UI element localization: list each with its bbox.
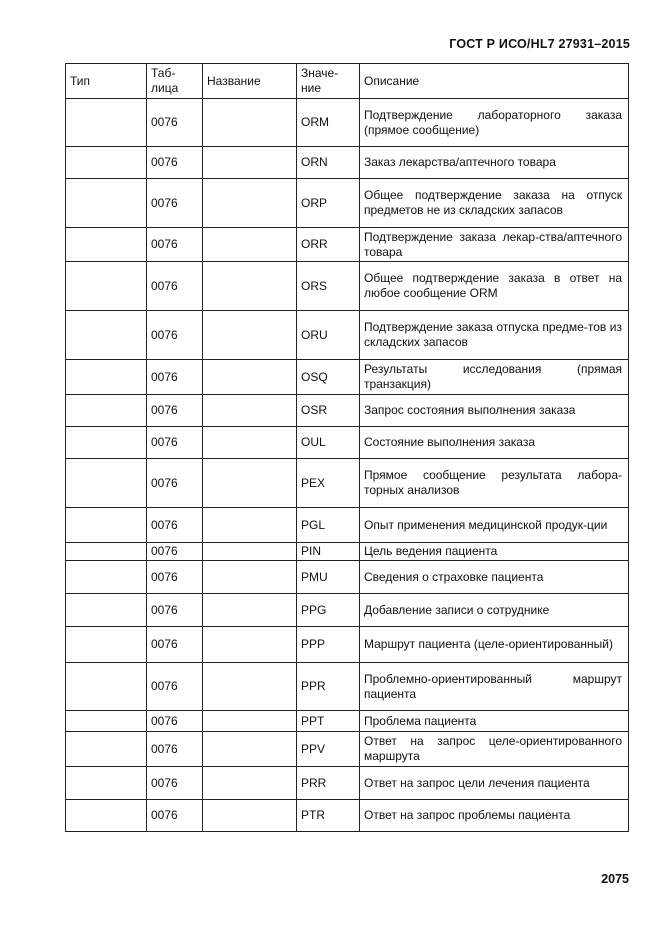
cell-description: Цель ведения пациента xyxy=(360,543,629,561)
cell-description: Общее подтверждение заказа в ответ на любое сообщение ORM xyxy=(360,262,629,311)
cell-table: 0076 xyxy=(147,360,203,395)
cell-description: Прямое сообщение результата лабора-торных анализов xyxy=(360,459,629,508)
cell-value: PPG xyxy=(297,594,360,627)
table-row xyxy=(66,711,629,732)
cell-description: Проблема пациента xyxy=(360,711,629,732)
cell-name xyxy=(203,311,297,360)
cell-type xyxy=(66,360,147,395)
cell-table: 0076 xyxy=(147,732,203,767)
cell-table: 0076 xyxy=(147,800,203,832)
cell-value: ORS xyxy=(297,262,360,311)
cell-description: Сведения о страховке пациента xyxy=(360,561,629,594)
cell-table: 0076 xyxy=(147,561,203,594)
table-row xyxy=(66,395,629,427)
cell-table: 0076 xyxy=(147,427,203,459)
cell-value: OUL xyxy=(297,427,360,459)
cell-table: 0076 xyxy=(147,767,203,800)
cell-table: 0076 xyxy=(147,147,203,179)
table-row xyxy=(66,627,629,663)
cell-type xyxy=(66,99,147,147)
column-header-value: Значе- ние xyxy=(297,64,360,99)
cell-type xyxy=(66,732,147,767)
cell-table: 0076 xyxy=(147,663,203,711)
cell-value: ORM xyxy=(297,99,360,147)
cell-type xyxy=(66,395,147,427)
cell-name xyxy=(203,459,297,508)
cell-value: OSR xyxy=(297,395,360,427)
cell-table: 0076 xyxy=(147,508,203,543)
cell-type xyxy=(66,262,147,311)
cell-description: Запрос состояния выполнения заказа xyxy=(360,395,629,427)
cell-name xyxy=(203,262,297,311)
table-row xyxy=(66,179,629,228)
cell-name xyxy=(203,561,297,594)
table-row xyxy=(66,147,629,179)
cell-name xyxy=(203,663,297,711)
cell-type xyxy=(66,561,147,594)
cell-name xyxy=(203,228,297,262)
cell-value: PPR xyxy=(297,663,360,711)
cell-description: Добавление записи о сотруднике xyxy=(360,594,629,627)
column-header-table: Таб- лица xyxy=(147,64,203,99)
table-row xyxy=(66,732,629,767)
table-row xyxy=(66,99,629,147)
cell-name xyxy=(203,395,297,427)
table-row xyxy=(66,767,629,800)
cell-type xyxy=(66,147,147,179)
cell-type xyxy=(66,311,147,360)
cell-name xyxy=(203,594,297,627)
table-header-row xyxy=(66,64,629,99)
cell-type xyxy=(66,459,147,508)
cell-description: Ответ на запрос цели лечения пациента xyxy=(360,767,629,800)
cell-value: PRR xyxy=(297,767,360,800)
cell-name xyxy=(203,732,297,767)
cell-table: 0076 xyxy=(147,99,203,147)
table-row xyxy=(66,228,629,262)
column-header-type: Тип xyxy=(66,64,147,99)
cell-description: Ответ на запрос целе-ориентированного маршрута xyxy=(360,732,629,767)
cell-description: Подтверждение заказа лекар-ства/аптечного товара xyxy=(360,228,629,262)
cell-description: Общее подтверждение заказа на отпуск предметов не из складских запасов xyxy=(360,179,629,228)
cell-name xyxy=(203,711,297,732)
cell-description: Ответ на запрос проблемы пациента xyxy=(360,800,629,832)
column-header-name: Название xyxy=(203,64,297,99)
table-body xyxy=(66,99,629,832)
cell-type xyxy=(66,508,147,543)
cell-value: PEX xyxy=(297,459,360,508)
cell-table: 0076 xyxy=(147,594,203,627)
cell-table: 0076 xyxy=(147,459,203,508)
cell-description: Проблемно-ориентированный маршрут пациента xyxy=(360,663,629,711)
cell-value: PMU xyxy=(297,561,360,594)
cell-type xyxy=(66,594,147,627)
cell-value: OSQ xyxy=(297,360,360,395)
cell-type xyxy=(66,800,147,832)
cell-value: PGL xyxy=(297,508,360,543)
column-header-description: Описание xyxy=(360,64,629,99)
table-row xyxy=(66,594,629,627)
cell-description: Заказ лекарства/аптечного товара xyxy=(360,147,629,179)
table-row xyxy=(66,543,629,561)
cell-description: Состояние выполнения заказа xyxy=(360,427,629,459)
cell-value: PPT xyxy=(297,711,360,732)
cell-table: 0076 xyxy=(147,627,203,663)
page-number: 2075 xyxy=(601,872,629,886)
cell-value: PPV xyxy=(297,732,360,767)
cell-description: Результаты исследования (прямая транзакция) xyxy=(360,360,629,395)
cell-table: 0076 xyxy=(147,262,203,311)
table-row xyxy=(66,663,629,711)
cell-table: 0076 xyxy=(147,311,203,360)
document-header: ГОСТ Р ИСО/HL7 27931–2015 xyxy=(449,37,630,51)
cell-type xyxy=(66,179,147,228)
cell-table: 0076 xyxy=(147,179,203,228)
cell-name xyxy=(203,147,297,179)
cell-name xyxy=(203,627,297,663)
cell-table: 0076 xyxy=(147,228,203,262)
cell-value: ORN xyxy=(297,147,360,179)
cell-value: ORP xyxy=(297,179,360,228)
cell-type xyxy=(66,663,147,711)
cell-name xyxy=(203,800,297,832)
cell-name xyxy=(203,360,297,395)
table-row xyxy=(66,311,629,360)
cell-description: Подтверждение заказа отпуска предме-тов из складских запасов xyxy=(360,311,629,360)
table-row xyxy=(66,800,629,832)
cell-name xyxy=(203,543,297,561)
cell-value: ORU xyxy=(297,311,360,360)
table-row xyxy=(66,459,629,508)
cell-name xyxy=(203,767,297,800)
table-row xyxy=(66,561,629,594)
cell-value: PIN xyxy=(297,543,360,561)
cell-type xyxy=(66,711,147,732)
cell-table: 0076 xyxy=(147,395,203,427)
cell-type xyxy=(66,427,147,459)
cell-name xyxy=(203,508,297,543)
code-table xyxy=(65,63,629,832)
cell-name xyxy=(203,179,297,228)
table-row xyxy=(66,508,629,543)
cell-value: PTR xyxy=(297,800,360,832)
cell-table: 0076 xyxy=(147,711,203,732)
cell-type xyxy=(66,543,147,561)
table-row xyxy=(66,427,629,459)
cell-name xyxy=(203,427,297,459)
cell-description: Маршрут пациента (целе-ориентированный) xyxy=(360,627,629,663)
table-row xyxy=(66,360,629,395)
cell-description: Подтверждение лабораторного заказа (прямое сообщение) xyxy=(360,99,629,147)
table-row xyxy=(66,262,629,311)
cell-type xyxy=(66,228,147,262)
cell-table: 0076 xyxy=(147,543,203,561)
cell-type xyxy=(66,767,147,800)
cell-value: ORR xyxy=(297,228,360,262)
cell-description: Опыт применения медицинской продук-ции xyxy=(360,508,629,543)
cell-value: PPP xyxy=(297,627,360,663)
cell-type xyxy=(66,627,147,663)
cell-name xyxy=(203,99,297,147)
